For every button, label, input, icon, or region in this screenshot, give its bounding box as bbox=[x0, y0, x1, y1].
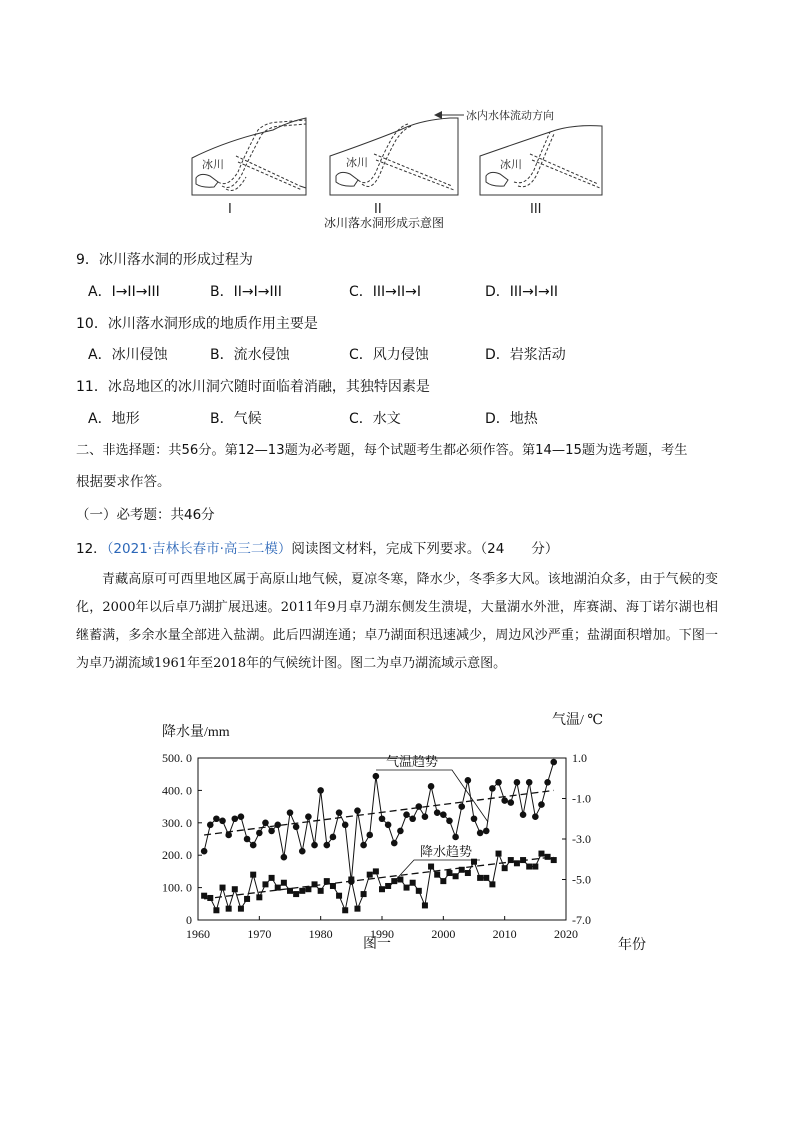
temperature-point bbox=[336, 809, 343, 816]
precipitation-point bbox=[428, 864, 434, 870]
temperature-point bbox=[483, 828, 490, 835]
temperature-point bbox=[213, 815, 220, 822]
precipitation-point bbox=[342, 907, 348, 913]
x-tick-label: 1970 bbox=[247, 927, 272, 941]
glacier-label-1: 冰川 bbox=[202, 158, 224, 171]
precipitation-point bbox=[538, 851, 544, 857]
temperature-point bbox=[458, 803, 465, 810]
precipitation-point bbox=[238, 906, 244, 912]
temperature-point bbox=[219, 817, 226, 824]
precipitation-point bbox=[545, 854, 551, 860]
question-12-instruction: 阅读图文材料，完成下列要求。（24 分） bbox=[291, 541, 559, 557]
temperature-point bbox=[446, 817, 453, 824]
temperature-point bbox=[471, 815, 478, 822]
precipitation-trend-annotation: 降水趋势 bbox=[420, 845, 473, 860]
question-9-option-d: D．III→I→II bbox=[485, 284, 559, 300]
precipitation-point bbox=[483, 875, 489, 881]
precipitation-point bbox=[551, 857, 557, 863]
question-9-option-c: C．III→II→I bbox=[349, 284, 422, 300]
question-12-number: 12． bbox=[76, 541, 107, 557]
precipitation-point bbox=[336, 893, 342, 899]
temperature-point bbox=[366, 832, 373, 839]
question-12-header bbox=[76, 540, 558, 558]
precipitation-point bbox=[367, 872, 373, 878]
temperature-point bbox=[299, 848, 306, 855]
question-9-stem: 9．冰川落水洞的形成过程为 bbox=[76, 252, 253, 268]
question-9-option-b: B．II→I→III bbox=[210, 284, 282, 300]
temperature-point bbox=[391, 840, 398, 847]
precipitation-point bbox=[213, 907, 219, 913]
precipitation-point bbox=[477, 875, 483, 881]
precipitation-trend-line bbox=[204, 857, 554, 899]
temperature-point bbox=[293, 824, 300, 831]
glacier-panel-3 bbox=[480, 126, 602, 217]
precipitation-point bbox=[281, 880, 287, 886]
precipitation-point bbox=[422, 902, 428, 908]
temperature-point bbox=[385, 822, 392, 829]
precipitation-point bbox=[226, 906, 232, 912]
climate-chart bbox=[150, 712, 660, 962]
section-2-line-1: 二、非选择题：共56分。第12—13题为必考题，每个试题考生都必须作答。第14—15题为选考题，考生 bbox=[76, 443, 688, 458]
temperature-point bbox=[305, 813, 312, 820]
x-tick-label: 2000 bbox=[431, 927, 456, 941]
temperature-point bbox=[452, 834, 459, 841]
temperature-point bbox=[268, 828, 275, 835]
temperature-point bbox=[354, 807, 361, 814]
precipitation-point bbox=[465, 870, 471, 876]
temperature-trend-leader bbox=[376, 770, 488, 822]
y-left-tick-label: 300. 0 bbox=[162, 815, 192, 830]
question-12-source: （2021·吉林长春市·高三二模） bbox=[106, 541, 292, 557]
precipitation-point bbox=[299, 888, 305, 894]
question-12-passage: 青藏高原可可西里地区属于高原山地气候，夏凉冬寒，降水少，冬季多大风。该地湖泊众多，由于气候的变化，2000年以后卓乃湖扩展迅速。2011年9月卓乃湖东侧发生溃堤，大量湖水外泄，库赛湖、海丁诺尔湖也相继蓄满，多余水量全部进入盐湖。此后四湖连通；卓乃湖面积迅速减少，周边风沙严重；盐湖面积增加。下图一为卓乃湖流域1961年至2018年的气候统计图。图二为卓乃湖流域示意图。 bbox=[76, 572, 718, 671]
glacier-diagram-caption: 冰川落水洞形成示意图 bbox=[324, 216, 445, 230]
y-left-tick-label: 100. 0 bbox=[162, 880, 192, 895]
y-left-tick-label: 0 bbox=[186, 913, 192, 927]
temperature-point bbox=[465, 777, 472, 784]
precipitation-point bbox=[244, 896, 250, 902]
glacier-panel-2 bbox=[330, 118, 458, 217]
flow-direction-label bbox=[434, 108, 554, 122]
plot-frame bbox=[198, 758, 566, 920]
y-right-tick-label: -5.0 bbox=[572, 872, 591, 887]
temperature-point bbox=[489, 785, 496, 792]
question-11-option-a: A．地形 bbox=[88, 411, 140, 427]
precipitation-point bbox=[293, 891, 299, 897]
temperature-point bbox=[416, 803, 423, 810]
precipitation-line bbox=[204, 854, 554, 911]
temperature-point bbox=[360, 842, 367, 849]
temperature-point bbox=[428, 783, 435, 790]
precipitation-point bbox=[453, 873, 459, 879]
y-left-tick-label: 200. 0 bbox=[162, 848, 192, 863]
precipitation-point bbox=[232, 886, 238, 892]
temperature-point bbox=[238, 813, 245, 820]
precipitation-point bbox=[440, 878, 446, 884]
y-left-tick-label: 400. 0 bbox=[162, 783, 192, 798]
x-tick-label: 1990 bbox=[370, 927, 394, 941]
question-11-stem: 11．冰岛地区的冰川洞穴随时面临着消融，其独特因素是 bbox=[76, 379, 430, 395]
temperature-point bbox=[373, 773, 380, 780]
y-right-tick-label: -3.0 bbox=[572, 832, 591, 846]
x-axis-label: 年份 bbox=[618, 938, 646, 953]
glacier-panel-1 bbox=[192, 118, 306, 217]
question-10-option-a: A．冰川侵蚀 bbox=[88, 347, 168, 363]
temperature-point bbox=[514, 779, 521, 786]
x-tick-label: 1960 bbox=[186, 927, 210, 941]
temperature-point bbox=[330, 834, 337, 841]
precipitation-point bbox=[220, 885, 226, 891]
panel-numeral-1: I bbox=[228, 202, 232, 217]
temperature-point bbox=[526, 779, 533, 786]
temperature-point bbox=[287, 809, 294, 816]
precipitation-point bbox=[446, 870, 452, 876]
question-11-option-d: D．地热 bbox=[485, 411, 538, 427]
precipitation-point bbox=[379, 886, 385, 892]
precipitation-point bbox=[354, 906, 360, 912]
precipitation-point bbox=[256, 894, 262, 900]
precipitation-point bbox=[416, 888, 422, 894]
panel-numeral-2: II bbox=[374, 202, 382, 217]
temperature-point bbox=[477, 830, 484, 837]
temperature-point bbox=[409, 815, 416, 822]
temperature-point bbox=[201, 848, 208, 855]
question-10-option-d: D．岩浆活动 bbox=[485, 347, 566, 363]
section-2-subheading: （一）必考题：共46分 bbox=[76, 507, 215, 523]
temperature-point bbox=[508, 799, 515, 806]
temperature-point bbox=[244, 836, 251, 843]
precipitation-point bbox=[434, 872, 440, 878]
precipitation-point bbox=[532, 864, 538, 870]
precipitation-point bbox=[526, 864, 532, 870]
precipitation-point bbox=[496, 851, 502, 857]
temperature-point bbox=[342, 822, 349, 829]
temperature-point bbox=[250, 842, 257, 849]
temperature-point bbox=[544, 779, 551, 786]
y-right-tick-label: -1.0 bbox=[572, 791, 591, 806]
precipitation-point bbox=[502, 865, 508, 871]
y-right-label: 气温/ ℃ bbox=[552, 713, 604, 728]
temperature-point bbox=[440, 811, 447, 818]
temperature-point bbox=[262, 820, 269, 827]
temperature-point bbox=[434, 809, 441, 816]
question-10-option-b: B．流水侵蚀 bbox=[210, 347, 290, 363]
question-10-option-c: C．风力侵蚀 bbox=[349, 347, 429, 363]
precipitation-point bbox=[250, 872, 256, 878]
x-tick-label: 1980 bbox=[308, 927, 333, 941]
precipitation-point bbox=[410, 880, 416, 886]
temperature-point bbox=[232, 815, 239, 822]
precipitation-point bbox=[201, 893, 207, 899]
y-right-tick-label: -7.0 bbox=[572, 913, 591, 927]
temperature-trend-annotation: 气温趋势 bbox=[386, 755, 439, 770]
temperature-point bbox=[317, 787, 324, 794]
flow-direction-text: 冰内水体流动方向 bbox=[466, 109, 554, 122]
temperature-point bbox=[422, 813, 429, 820]
precipitation-point bbox=[404, 885, 410, 891]
glacier-label-2: 冰川 bbox=[346, 156, 368, 169]
glacier-label-3: 冰川 bbox=[500, 158, 522, 171]
temperature-point bbox=[397, 828, 404, 835]
y-right-tick-label: 1.0 bbox=[572, 751, 587, 765]
temperature-point bbox=[311, 842, 318, 849]
temperature-point bbox=[403, 811, 410, 818]
precipitation-point bbox=[489, 881, 495, 887]
temperature-point bbox=[379, 815, 386, 822]
temperature-point bbox=[532, 813, 539, 820]
precipitation-point bbox=[318, 888, 324, 894]
precipitation-point bbox=[312, 881, 318, 887]
precipitation-point bbox=[373, 868, 379, 874]
y-left-tick-label: 500. 0 bbox=[162, 751, 192, 765]
panel-numeral-3: III bbox=[530, 202, 542, 217]
question-10-stem: 10．冰川落水洞形成的地质作用主要是 bbox=[76, 316, 318, 332]
temperature-point bbox=[495, 779, 502, 786]
temperature-point bbox=[550, 759, 557, 766]
temperature-point bbox=[207, 822, 214, 829]
question-9-option-a: A．I→II→III bbox=[88, 284, 160, 300]
section-2-line-2: 根据要求作答。 bbox=[76, 474, 171, 490]
precipitation-point bbox=[361, 891, 367, 897]
chart-caption: 图一 bbox=[363, 937, 391, 952]
temperature-point bbox=[256, 830, 263, 837]
temperature-point bbox=[281, 854, 288, 861]
x-tick-label: 2020 bbox=[554, 927, 578, 941]
temperature-point bbox=[501, 797, 508, 804]
temperature-point bbox=[538, 801, 545, 808]
precipitation-point bbox=[262, 881, 268, 887]
temperature-point bbox=[520, 811, 527, 818]
y-left-label: 降水量/mm bbox=[162, 725, 230, 740]
x-tick-label: 2010 bbox=[492, 927, 517, 941]
question-11-option-c: C．水文 bbox=[349, 411, 401, 427]
question-11-option-b: B．气候 bbox=[210, 411, 262, 427]
precipitation-point bbox=[269, 875, 275, 881]
temperature-point bbox=[274, 822, 281, 829]
temperature-point bbox=[324, 842, 331, 849]
